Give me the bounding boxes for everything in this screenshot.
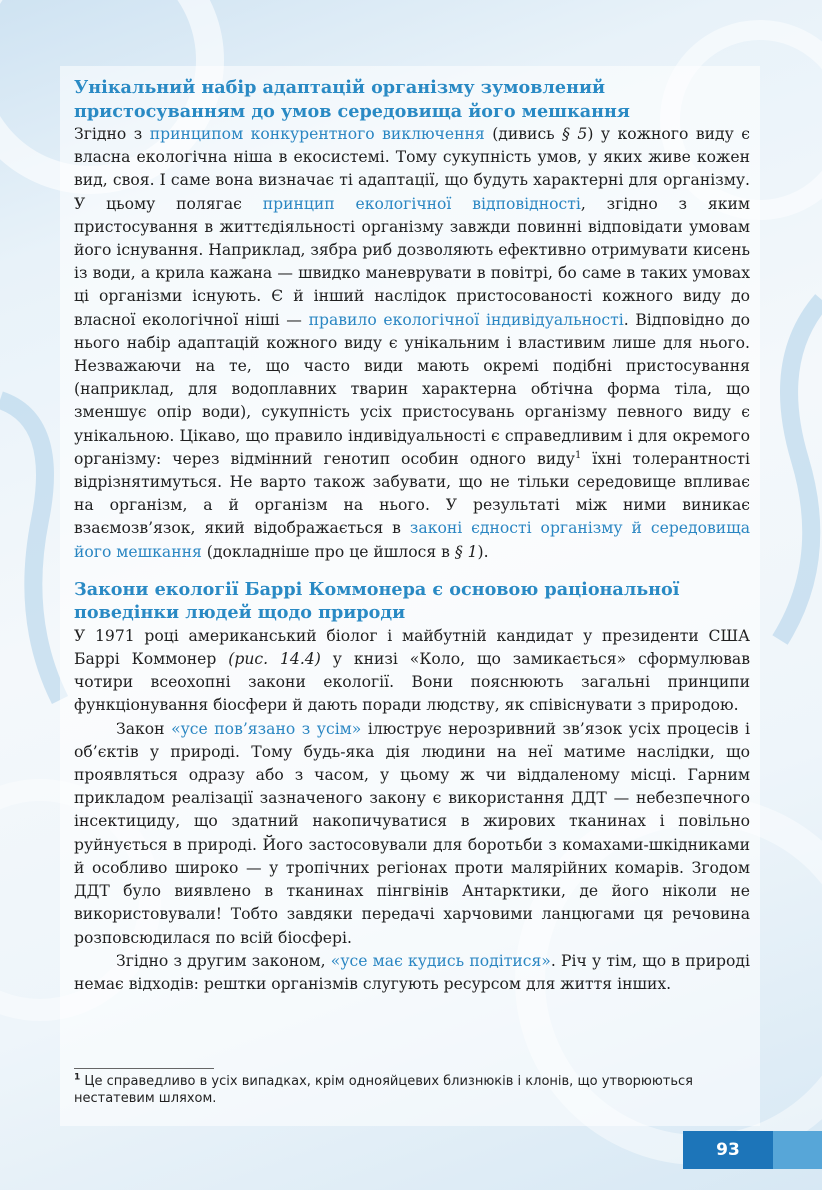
paragraph-commoner-intro: [74, 625, 750, 718]
text-run: Закон: [116, 719, 172, 738]
term-link: принцип екологічної відповідності: [262, 194, 581, 213]
text-run: Згідно з другим законом,: [116, 951, 331, 970]
section-heading-commoner-laws: Закони екології Баррі Коммонера є основою раціональної поведінки людей щодо природи: [74, 578, 680, 624]
text-run: ілюструє нерозривний зв’язок усіх процесів і об’єктів у природі. Тому будь-яка дія людини на неї матиме наслідки, що проявляться одразу або з часом, у цьому ж чи віддаленому місці. Гарним прикладом реалізації зазначеного закону є використання ДДТ — небезпечного інсектициду, що здатний накопичуватися в жирових тканинах і повільно руйнується в природі. Його застосовували для боротьби з комахами-шкідниками й особливо широко — у тропічних регіонах проти малярійних комарів. Згодом ДДТ було виявлено в тканинах пінгвінів Антарктики, де його ніколи не використовували! Тобто завдяки передачі харчовими ланцюгами ця речовина розповсюдилася по всій біосфері.: [74, 719, 750, 947]
page-number-tab: [773, 1131, 822, 1169]
section-heading-adaptations: Унікальний набір адаптацій організму зумовлений пристосуванням до умов середовища його мешкання: [74, 77, 630, 122]
footnote-number: 1: [74, 1072, 81, 1083]
text-run: , згідно з яким пристосування в життєдіяльності організму завжди повинні відповідати умовам його існування. Наприклад, зябра риб дозволяють ефективно отримувати кисень із води, а крила кажана — швидко маневрувати в повітрі, бо саме в таких умовах ці організми існують. Є й інший наслідок пристосованості кожного виду до власної екологічної ніші —: [74, 194, 750, 329]
text-run: (дивись: [484, 125, 563, 143]
text-run: . Річ у тім, що в природі немає відходів: рештки організмів слугують ресурсом для життя інших.: [74, 951, 750, 993]
text-run: Згідно з: [74, 125, 150, 143]
term-link: законі єдності організму й середовища його мешкання: [74, 519, 750, 561]
footnote-marker: 1: [574, 449, 582, 461]
section-ref: § 5: [562, 125, 588, 143]
text-run: У 1971 році американський біолог і майбутній кандидат у президенти США Баррі Коммонер: [74, 626, 750, 669]
text-run: (докладніше про це йшлося в: [201, 542, 455, 561]
term-link: «усе пов’язано з усім»: [171, 719, 362, 738]
paragraph-adaptations: [74, 123, 750, 564]
section-ref: § 1: [454, 542, 478, 561]
text-run: їхні толерантності відрізнятимуться. Не варто також забувати, що не тільки середовище впливає на організм, а й організм на нього. У результаті між ними виникає взаємозв’язок, який відображається в: [74, 449, 751, 538]
term-link: правило екологічної індивідуальності: [308, 310, 624, 329]
paragraph-second-law: [74, 950, 750, 996]
term-link: принципом конкурентного виключення: [149, 125, 485, 143]
text-run: . Відповідно до нього набір адаптацій кожного виду є унікальним і властивим лише для нього. Незважаючи на те, що часто види мають окремі подібні пристосування (наприклад, для водоплавних тварин характерна обтічна форма тіла, що зменшує опір води), сукупність усіх пристосувань організму певного виду є унікальною. Цікаво, що правило індивідуальності є справедливим і для окремого організму: через відмінний генотип особин одного виду: [74, 310, 750, 468]
term-link: «усе має кудись подітися»: [330, 951, 551, 970]
figure-ref: (рис. 14.4): [228, 650, 321, 669]
text-run: ).: [477, 542, 489, 561]
text-run: ) у кожного виду є власна екологічна ніша в екосистемі. Тому сукупність умов, у яких живе кожен вид, своя. І саме вона визначає ті адаптації, що будуть характерні для організму. У цьому полягає: [74, 125, 750, 213]
footnote-text: Це справедливо в усіх випадках, крім однояйцевих близнюків і клонів, що утворюються нестатевим шляхом.: [74, 1074, 693, 1106]
section-gap: [74, 564, 750, 578]
paragraph-first-law: [74, 718, 750, 950]
page-number: 93: [683, 1131, 773, 1169]
page-content: [74, 76, 750, 996]
footnote: [74, 1073, 750, 1107]
text-run: у книзі «Коло, що замикається» сформулював чотири всеохопні закони екології. Вони пояснюють загальні принципи функціонування біосфери й дають поради людству, як співіснувати з природою.: [74, 650, 750, 715]
footnote-divider: [74, 1068, 214, 1069]
